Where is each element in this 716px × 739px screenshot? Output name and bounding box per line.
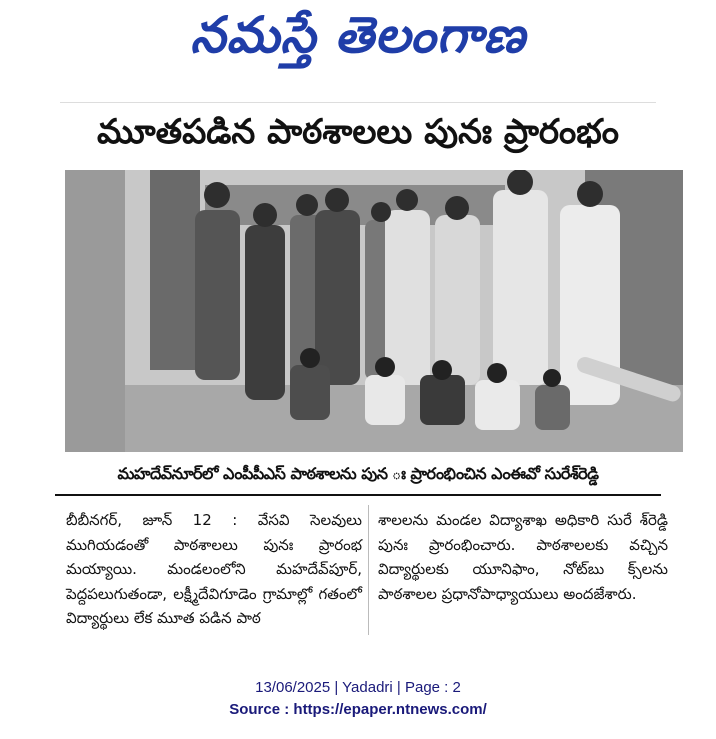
footer <box>0 677 716 721</box>
news-photo <box>65 170 683 452</box>
photo-caption <box>55 462 661 488</box>
headline-container <box>0 108 716 164</box>
divider <box>60 102 656 103</box>
masthead <box>0 6 716 76</box>
column-divider <box>368 505 369 635</box>
article-column-left: బీబీనగర్, జూన్ 12 : వేసవి సెలవులు ముగియడంతో పాఠశాలలు పునః ప్రారంభ మయ్యాయి. మండలంలోని మహదేవ్‌పూర్, పెద్దపలుగుతండా, లక్ష్మీదేవిగూడెం గ్రామాల్లో గతంలో విద్యార్థులు లేక మూత పడిన పాఠ <box>66 511 362 627</box>
photo-illustration <box>65 170 683 452</box>
newspaper-logo: నమస్తే తెలంగాణ <box>190 5 526 64</box>
article-column-right: శాలలను మండల విద్యాశాఖ అధికారి సురే శ్‌రెడ్డి పునః ప్రారంభించారు. పాఠశాలలకు వచ్చిన విద్యార్థులకు యూనిఫాం, నోట్‌బు క్స్‌లను పాఠశాలల ప్రధానోపాధ్యాయులు అందజేశారు. <box>378 511 668 603</box>
divider <box>55 494 661 496</box>
caption-text: మహదేవ్‌నూర్‌లో ఎంపీపీఎస్ పాఠశాలను పున ః ప్రారంభించిన ఎంఈవో సురేశ్‌రెడ్డి <box>117 463 599 483</box>
source-link[interactable]: Source : https://epaper.ntnews.com/ <box>229 701 487 718</box>
edition-meta: 13/06/2025 | Yadadri | Page : 2 <box>255 679 461 696</box>
headline: మూతపడిన పాఠశాలలు పునః ప్రారంభం <box>96 112 620 152</box>
